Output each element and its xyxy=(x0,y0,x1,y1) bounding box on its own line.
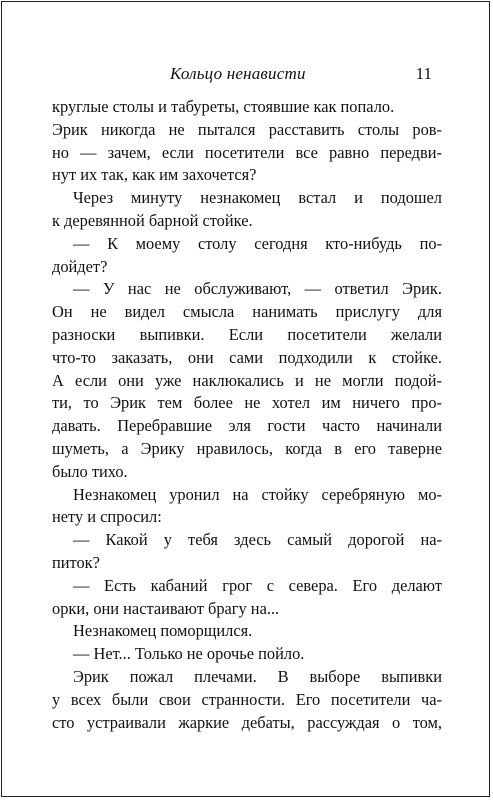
running-head xyxy=(52,64,442,88)
text-line: круглые столы и табуреты, стоявшие как попало. xyxy=(52,97,395,116)
text-line: Он не видел смысла нанимать прислугу для xyxy=(52,302,442,322)
text-line: Эрик никогда не пытался расставить столы ров- xyxy=(52,119,442,139)
text-line: нут их так, как им захочется? xyxy=(52,165,257,185)
book-text xyxy=(52,96,442,734)
text-line: дойдет? xyxy=(52,256,108,276)
book-title: Кольцо ненависти xyxy=(170,64,306,83)
text-line: — У нас не обслуживают, — ответил Эрик. xyxy=(73,279,442,299)
text-line: — Какой у тебя здесь самый дорогой на- xyxy=(73,530,442,550)
text-line: Эрик пожал плечами. В выборе выпивки xyxy=(73,666,442,686)
text-line: но — зачем, если посетители все равно передви- xyxy=(52,142,442,162)
text-line: — К моему столу сегодня кто-нибудь по- xyxy=(73,233,442,253)
text-line: шуметь, а Эрику нравилось, когда в его таверне xyxy=(52,438,442,458)
text-line: орки, они настаивают брагу на... xyxy=(52,598,280,618)
text-line: Незнакомец уронил на стойку серебряную мо- xyxy=(73,484,442,504)
text-line: нету и спросил: xyxy=(52,507,162,527)
text-line: Через минуту незнакомец встал и подошел xyxy=(73,188,442,208)
text-line: питок? xyxy=(52,552,100,572)
text-line: ти, то Эрик тем более не хотел им ничего про- xyxy=(52,393,442,413)
text-line: разноски выпивки. Если посетители желали xyxy=(52,324,442,344)
text-line: к деревянной барной стойке. xyxy=(52,210,253,230)
text-line: — Нет... Только не орочье пойло. xyxy=(73,644,305,664)
text-line: сто устраивали жаркие дебаты, рассуждая о том, xyxy=(52,712,442,732)
text-line: было тихо. xyxy=(52,461,128,481)
text-line: Незнакомец поморщился. xyxy=(73,621,253,641)
text-line: — Есть кабаний грог с севера. Его делают xyxy=(73,575,442,595)
text-line: давать. Перебравшие эля гости часто начинали xyxy=(52,416,442,436)
text-line: А если они уже наклюкались и не могли подой- xyxy=(52,370,442,390)
page-number: 11 xyxy=(415,64,432,83)
text-line: что-то заказать, они сами подходили к стойке. xyxy=(52,347,442,367)
text-line: у всех были свои странности. Его посетители ча- xyxy=(52,689,442,709)
